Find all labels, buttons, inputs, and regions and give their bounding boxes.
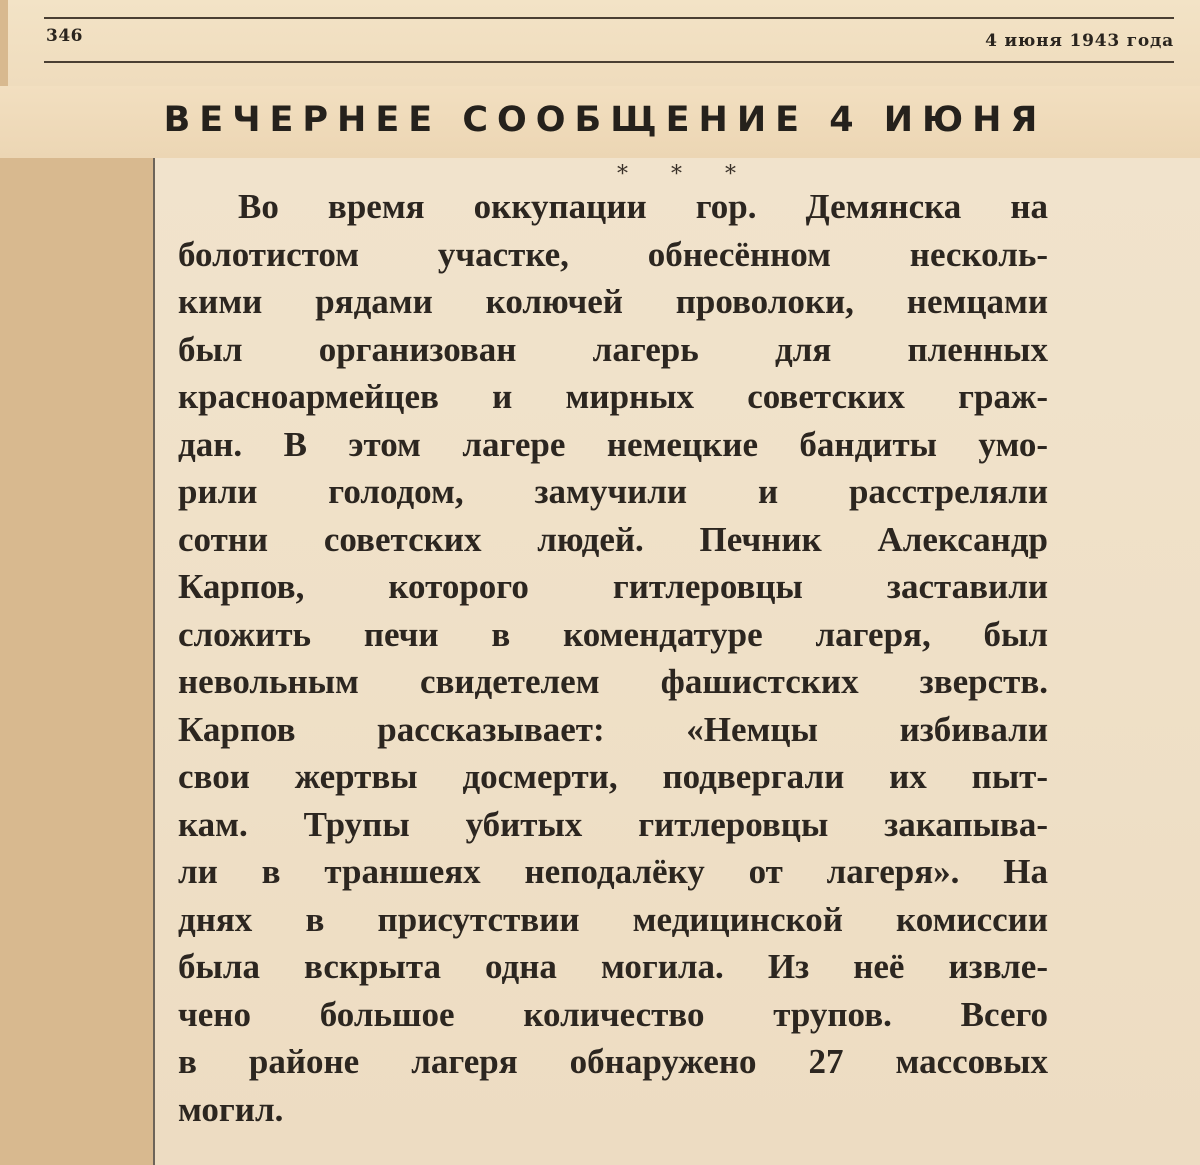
article-line: свои жертвы досмерти, подвергали их пыт- xyxy=(178,757,1048,796)
article-line: красноармейцев и мирных советских граж- xyxy=(178,377,1048,416)
article-line: днях в присутствии медицинской комиссии xyxy=(178,899,1048,939)
article-line: болотистом участке, обнесённом несколь- xyxy=(178,234,1048,274)
article-line: ли в траншеях неподалёку от лагеря». На xyxy=(178,852,1048,891)
page-date: 4 июня 1943 года xyxy=(985,31,1174,51)
article-line: могил. xyxy=(178,1089,284,1129)
column-rule xyxy=(153,158,155,1165)
header-rule-bottom xyxy=(44,61,1174,63)
article-line: был организован лагерь для пленных xyxy=(178,329,1048,369)
section-title: ВЕЧЕРНЕЕ СООБЩЕНИЕ 4 ИЮНЯ xyxy=(163,100,1047,140)
article-line: в районе лагеря обнаружено 27 массовых xyxy=(178,1042,1048,1081)
article-line: Карпов, которого гитлеровцы заставили xyxy=(178,567,1048,606)
article-body xyxy=(178,183,1048,1133)
article-line: кими рядами колючей проволоки, немцами xyxy=(178,282,1048,321)
article-line: рили голодом, замучили и расстреляли xyxy=(178,472,1048,511)
article-line: Во время оккупации гор. Демянска на xyxy=(238,187,1048,226)
asterisk-separator: * * * xyxy=(617,162,754,187)
article-line: сложить печи в комендатуре лагеря, был xyxy=(178,614,1048,654)
article-line: Карпов рассказывает: «Немцы избивали xyxy=(178,709,1048,749)
header-rule-top xyxy=(44,17,1174,19)
article-line: чено большое количество трупов. Всего xyxy=(178,994,1048,1034)
article-line: невольным свидетелем фашистских зверств. xyxy=(178,662,1048,701)
article-line: дан. В этом лагере немецкие бандиты умо- xyxy=(178,424,1048,464)
article-line: сотни советских людей. Печник Александр xyxy=(178,519,1048,559)
article-line: кам. Трупы убитых гитлеровцы закапыва- xyxy=(178,804,1048,844)
page-number: 346 xyxy=(46,26,83,46)
article-line: была вскрыта одна могила. Из неё извле- xyxy=(178,947,1048,986)
